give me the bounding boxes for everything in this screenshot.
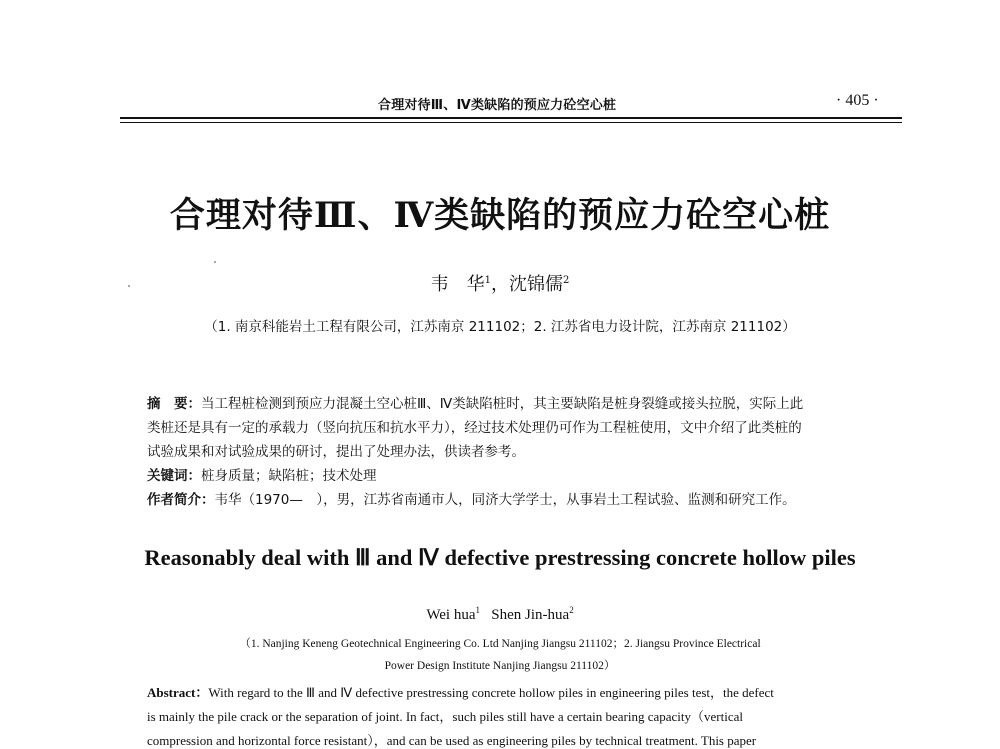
scan-speck — [214, 261, 216, 263]
authors-cn — [0, 270, 1000, 296]
author-separator: ， — [491, 274, 509, 295]
author-bio-cn — [147, 488, 796, 508]
article-title-cn: 合理对待Ⅲ、Ⅳ类缺陷的预应力砼空心桩 — [169, 195, 831, 236]
abstract-cn-line1: 当工程桩检测到预应力混凝土空心桩Ⅲ、Ⅳ类缺陷桩时，其主要缺陷是桩身裂缝或接头拉脱，实际上此 — [201, 396, 804, 412]
author1-affil-mark: 1 — [484, 275, 491, 286]
abstract-cn-label: 摘 要： — [147, 396, 201, 412]
affiliation-cn: （1. 南京科能岩土工程有限公司，江苏南京 211102；2. 江苏省电力设计院，江苏南京 211102） — [204, 319, 796, 335]
abstract-cn-line2: 类桩还是具有一定的承载力（竖向抗压和抗水平力），经过技术处理仍可作为工程桩使用，文中介绍了此类桩的 — [147, 420, 802, 436]
author2-affil-mark: 2 — [563, 275, 570, 286]
article-title-en: Reasonably deal with Ⅲ and Ⅳ defective prestressing concrete hollow piles — [144, 545, 856, 570]
keywords-cn-label: 关键词： — [147, 468, 201, 484]
authors-en — [0, 605, 1000, 624]
keywords-cn-text: 桩身质量；缺陷桩；技术处理 — [201, 468, 377, 484]
abstract-en-line3: compression and horizontal force resistant），and can be used as engineering piles by technical treatment. This paper — [147, 733, 757, 748]
header-rule-thick — [120, 117, 902, 119]
author1-name-cn: 韦 华 — [430, 274, 485, 295]
abstract-en-line1-row — [147, 682, 877, 701]
abstract-cn-line3: 试验成果和对试验成果的研讨，提出了处理办法，供读者参考。 — [147, 444, 525, 460]
header-rule-thin — [120, 122, 902, 123]
keywords-cn — [147, 464, 377, 484]
author-bio-cn-label: 作者简介： — [147, 492, 215, 508]
page-number: · 405 · — [836, 92, 879, 109]
abstract-en-label: Abstract： — [147, 685, 209, 700]
affiliation-en-line1: （1. Nanjing Keneng Geotechnical Engineering Co. Ltd Nanjing Jiangsu 211102；2. Jiangsu Province Electrical — [239, 638, 761, 650]
author-bio-cn-text: 韦华（1970— ），男，江苏省南通市人，同济大学学士，从事岩土工程试验、监测和研究工作。 — [214, 492, 796, 508]
author1-affil-mark-en: 1 — [475, 605, 481, 615]
affiliation-en-line2: Power Design Institute Nanjing Jiangsu 211102） — [384, 660, 616, 672]
abstract-en-line1: With regard to the Ⅲ and Ⅳ defective prestressing concrete hollow piles in engineering piles test，the defect — [208, 685, 774, 700]
author2-name-en: Shen Jin-hua — [491, 607, 570, 623]
running-title: 合理对待Ⅲ、Ⅳ类缺陷的预应力砼空心桩 — [378, 98, 617, 113]
author2-name-cn: 沈锦儒 — [509, 274, 563, 295]
abstract-en-line2: is mainly the pile crack or the separation of joint. In fact，such piles still have a certain bearing capacity（vertical — [147, 709, 743, 724]
author2-affil-mark-en: 2 — [569, 605, 574, 615]
author1-name-en: Wei hua — [426, 607, 476, 623]
